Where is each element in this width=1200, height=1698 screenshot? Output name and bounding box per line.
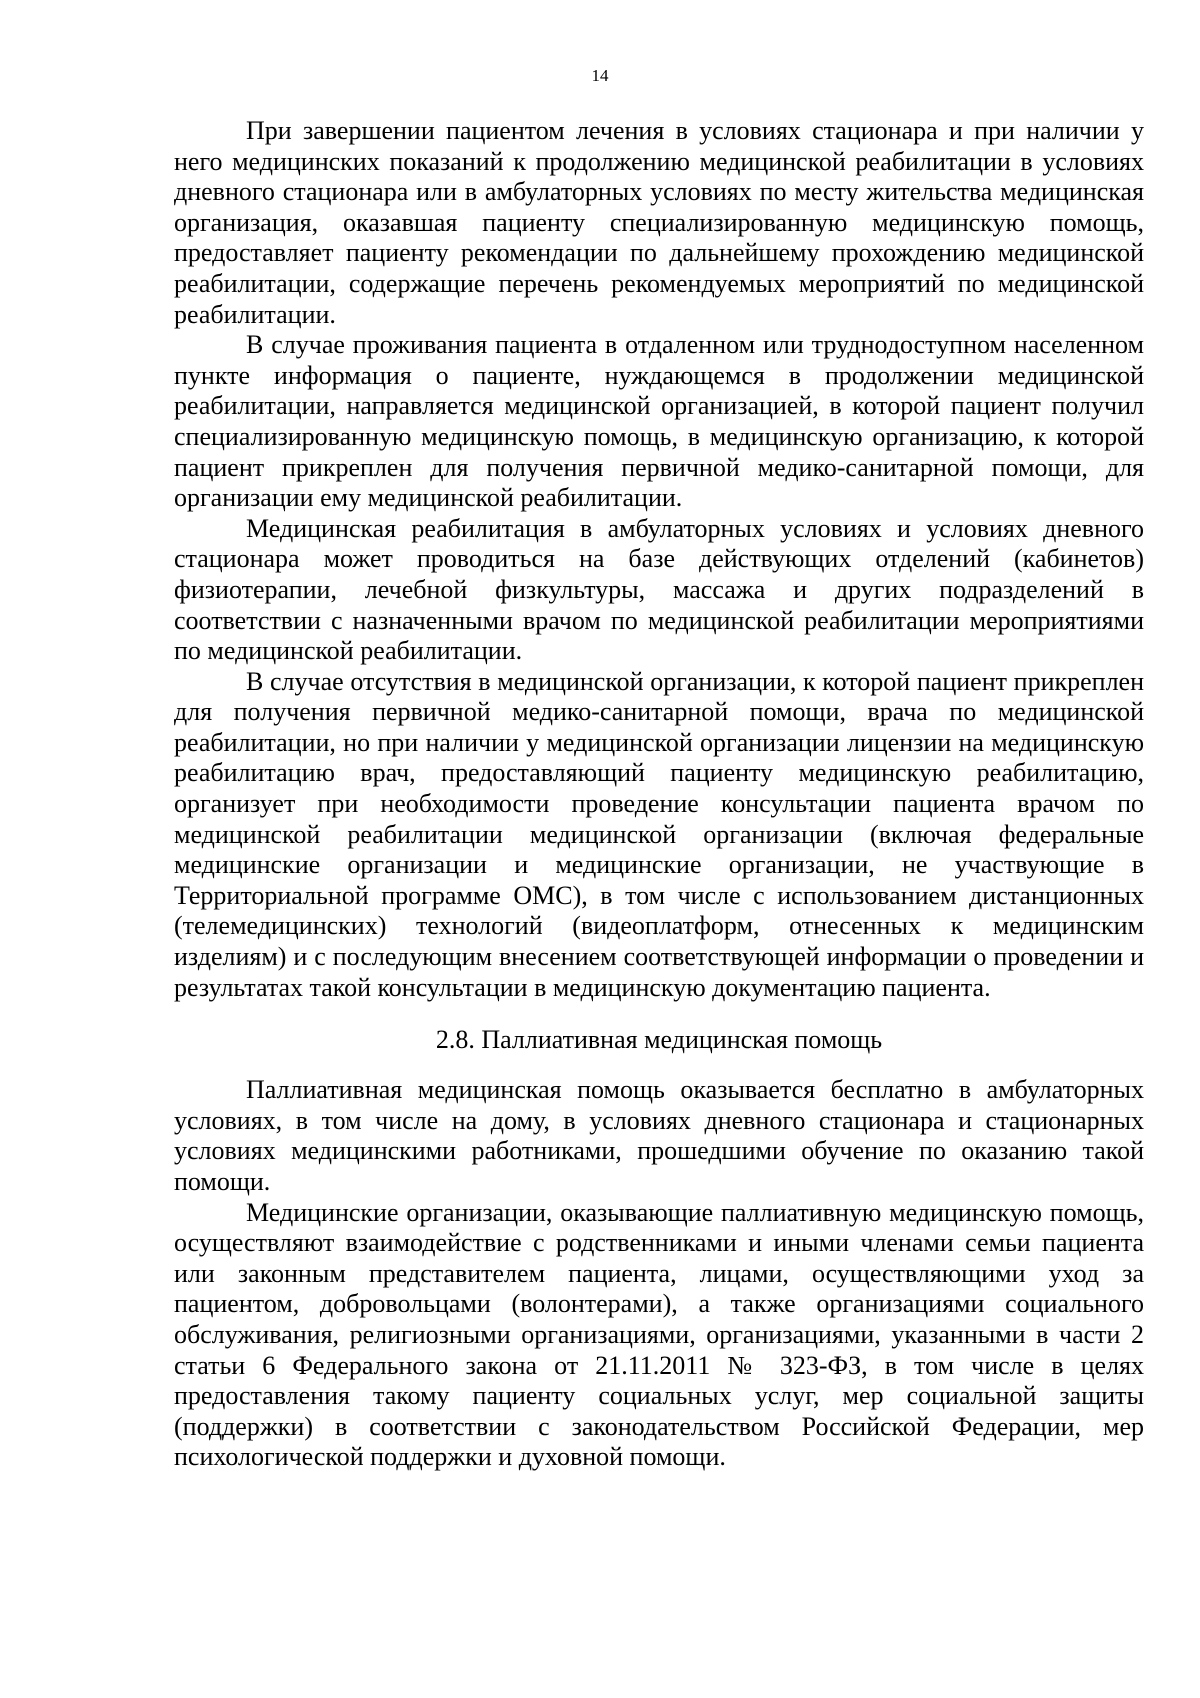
paragraph: Медицинские организации, оказывающие паллиативную медицинскую помощь, осуществляют взаимодействие с родственниками и иными членами семьи пациента или законным представителем пациента, лицами, осуществляющими уход за пациентом, добровольцами (волонтерами), а также организациями социального обслуживания, религиозными организациями, организациями, указанными в части 2 статьи 6 Федерального закона от 21.11.2011 № 323-ФЗ, в том числе в целях предоставления такому пациенту социальных услуг, мер социальной защиты (поддержки) в соответствии с законодательством Российской Федерации, мер психологической поддержки и духовной помощи. [174,1197,1144,1472]
paragraph: При завершении пациентом лечения в условиях стационара и при наличии у него медицинских показаний к продолжению медицинской реабилитации в условиях дневного стационара или в амбулаторных условиях по месту жительства медицинская организация, оказавшая пациенту специализированную медицинскую помощь, предоставляет пациенту рекомендации по дальнейшему прохождению медицинской реабилитации, содержащие перечень рекомендуемых мероприятий по медицинской реабилитации. [174,116,1144,329]
paragraph: Медицинская реабилитация в амбулаторных условиях и условиях дневного стационара может проводиться на базе действующих отделений (кабинетов) физиотерапии, лечебной физкультуры, массажа и других подразделений в соответствии с назначенными врачом по медицинской реабилитации мероприятиями по медицинской реабилитации. [174,513,1144,666]
section-heading: 2.8. Паллиативная медицинская помощь [435,1025,883,1055]
page-number: 14 [591,66,609,85]
paragraph: Паллиативная медицинская помощь оказывается бесплатно в амбулаторных условиях, в том числе на дому, в условиях дневного стационара и стационарных условиях медицинскими работниками, прошедшими обучение по оказанию такой помощи. [174,1075,1144,1196]
paragraph: В случае проживания пациента в отдаленном или труднодоступном населенном пункте информация о пациенте, нуждающемся в продолжении медицинской реабилитации, направляется медицинской организацией, в которой пациент получил специализированную медицинскую помощь, в медицинскую организацию, к которой пациент прикреплен для получения первичной медико-санитарной помощи, для организации ему медицинской реабилитации. [174,330,1144,513]
paragraph: В случае отсутствия в медицинской организации, к которой пациент прикреплен для получения первичной медико-санитарной помощи, врача по медицинской реабилитации, но при наличии у медицинской организации лицензии на медицинскую реабилитацию врач, предоставляющий пациенту медицинскую реабилитацию, организует при необходимости проведение консультации пациента врачом по медицинской реабилитации медицинской организации (включая федеральные медицинские организации и медицинские организации, не участвующие в Территориальной программе ОМС), в том числе с использованием дистанционных (телемедицинских) технологий (видеоплатформ, отнесенных к медицинским изделиям) и с последующим внесением соответствующей информации о проведении и результатах такой консультации в медицинскую документацию пациента. [174,666,1144,1002]
document-body [174,116,1144,1473]
